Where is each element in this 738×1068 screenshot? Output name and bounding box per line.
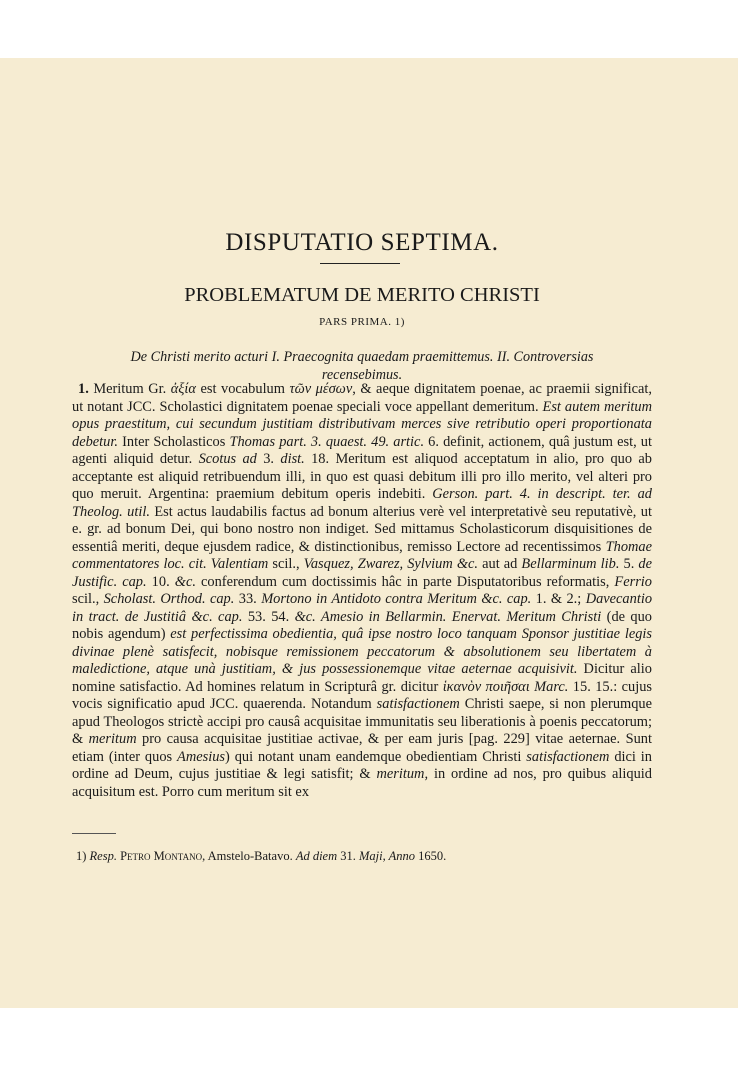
italic-text: satisfactionem [376,696,460,712]
italic-text: Amesius [177,748,225,765]
body-text: conferendum cum doctissimis hâc in parte Disputatoribus reformatis, [195,573,615,590]
footnote-rule [72,833,116,834]
footnote [76,848,652,864]
body-text: 53. 54. [242,608,295,625]
body-text: 18. Meritum est aliquod acceptatum in alio, pro quo ab acceptante est aliquid retribuendum illi, in quo est quasi debitum illi pro illo merito, vel alteri pro quo meruit. Argentina: praemium debitum operis indebiti. [72,451,652,502]
italic-text: de Justific. cap. [72,556,652,590]
footnote-month: Maji, Anno [359,849,416,863]
body-text: scil., [72,591,104,607]
italic-text: Gerson. part. 4. in descript. ter. ad Theolog. util. [72,486,652,520]
body-text: aut ad [478,556,522,572]
body-text: , & aeque dignitatem poenae, ac praemii significat, ut notant JCC. Scholastici dignitatem poenae speciali voce appellant demeritum. [72,381,652,415]
footnote-name: Petro Montano [120,849,203,863]
greek-text: ἀξία [170,381,196,397]
italic-text: Davecantio in tract. de Justitiâ &c. cap. [72,591,653,625]
footnote-resp: Resp. [89,849,117,863]
pars-text: PARS PRIMA. [319,316,392,328]
body-text: Dicitur alio nomine satisfactio. Ad homines relatum in Scripturâ gr. dicitur [72,661,652,695]
body-text: 3. [256,451,281,467]
italic-text: Mortono in Antidoto contra Meritum &c. cap. [261,591,532,607]
pars-label [72,315,652,329]
body-text: est vocabulum [195,381,290,397]
footnote-day: 31. [337,849,360,863]
body-text: pro causa acquisitae justitiae activae, & per eam juris [pag. 229] vitae aeternae. Sunt etiam (inter quos [72,731,652,765]
italic-text: Scotus ad [198,451,257,467]
body-text: 5. [619,556,639,572]
italic-text: Marc. [534,678,569,695]
italic-text: Scholast. Orthod. cap. [103,591,235,607]
book-page [0,58,738,1008]
italic-text: Ferrio [614,573,652,590]
italic-text: Bellarminum lib. [521,556,620,572]
paragraph-number: 1. [78,381,89,397]
footnote-year: 1650. [415,849,447,863]
italic-text: &c. Amesio in Bellarmin. Enervat. Meritum Christi [294,608,602,625]
body-text: in ordine ad nos, pro quibus aliquid acquisitum est. Porro cum meritum sit ex [72,766,653,800]
body-text: dici in ordine ad Deum, cujus justitiae & legi satisfit; & [72,748,652,782]
pars-footnote-ref: 1) [394,316,405,328]
body-text: 1. & 2.; [531,591,586,607]
body-text: 6. definit, actionem, quâ justum est, ut agenti aliquid detur. [72,433,653,467]
italic-text: meritum [88,731,137,747]
body-text: (de quo nobis agendum) [72,608,653,642]
italic-text: meritum, [376,766,429,782]
intro-summary: De Christi merito acturi I. Praecognita quaedam praemittemus. II. Controversias recensebimus. [130,349,594,383]
body-text: 15. 15.: cujus vocis significatio apud JCC. quaerenda. Notandum [72,678,652,712]
italic-text: Thomae commentatores loc. cit. Valentiam [72,538,652,572]
footnote-ad-diem: Ad diem [295,849,338,863]
body-text: 33. [234,591,262,607]
page-title: DISPUTATIO SEPTIMA. [225,229,499,256]
body-text: Meritum Gr. [88,381,171,397]
italic-text: est perfectissima obedientia, quâ ipse nostro loco tanquam Sponsor justitiae legis divinae plenè satisfecit, nobisque remissionem peccatorum & absolutionem seu libertatem à maledictione, atque unà justitiam, & jus possessionemque vitae aeternae acquisivit. [72,626,652,677]
italic-text: dist. [280,451,305,467]
greek-text: τῶν μέσων [289,381,353,397]
body-text: 10. [146,573,175,590]
italic-text: Thomas part. 3. quaest. 49. artic. [229,433,425,450]
italic-text: Est autem meritum opus praestitum, cui secundum justitiam distributivam merces sive retributio operi proportionata debetur. [72,398,652,450]
body-text: ) qui notant unam eandemque obedientiam Christi [225,748,527,765]
footnote-place: , Amstelo-Batavo. [202,849,296,863]
body-text: Christi saepe, si non plerumque apud Theologos strictè accipi pro causâ acquisitae immunitatis seu liberationis à poenis peccatorum; & [72,696,652,747]
page-subtitle: PROBLEMATUM DE MERITO CHRISTI [184,284,540,306]
title-rule [320,263,400,264]
italic-text: &c. [174,573,196,590]
paragraph-1 [72,381,652,801]
body-text: Est actus laudabilis factus ad bonum alterius verè vel interpretativè seu reputativè, ut e. gr. ad bonum Dei, qui bono nostro non indiget. Sed mittamus Scholasticorum disquisitiones de essentiâ meriti, deque ejusdem radice, & distinctionibus, remisso Lectore ad recentissimos [72,503,652,555]
italic-text: Vasquez, Zwarez, Sylvium &c. [303,556,479,572]
footnote-mark: 1) [76,849,87,863]
italic-text: satisfactionem [526,748,610,765]
body-text: scil., [268,556,304,572]
greek-text: ἱκανὸν ποιῆσαι [442,678,530,695]
body-text: Inter Scholasticos [117,433,230,450]
